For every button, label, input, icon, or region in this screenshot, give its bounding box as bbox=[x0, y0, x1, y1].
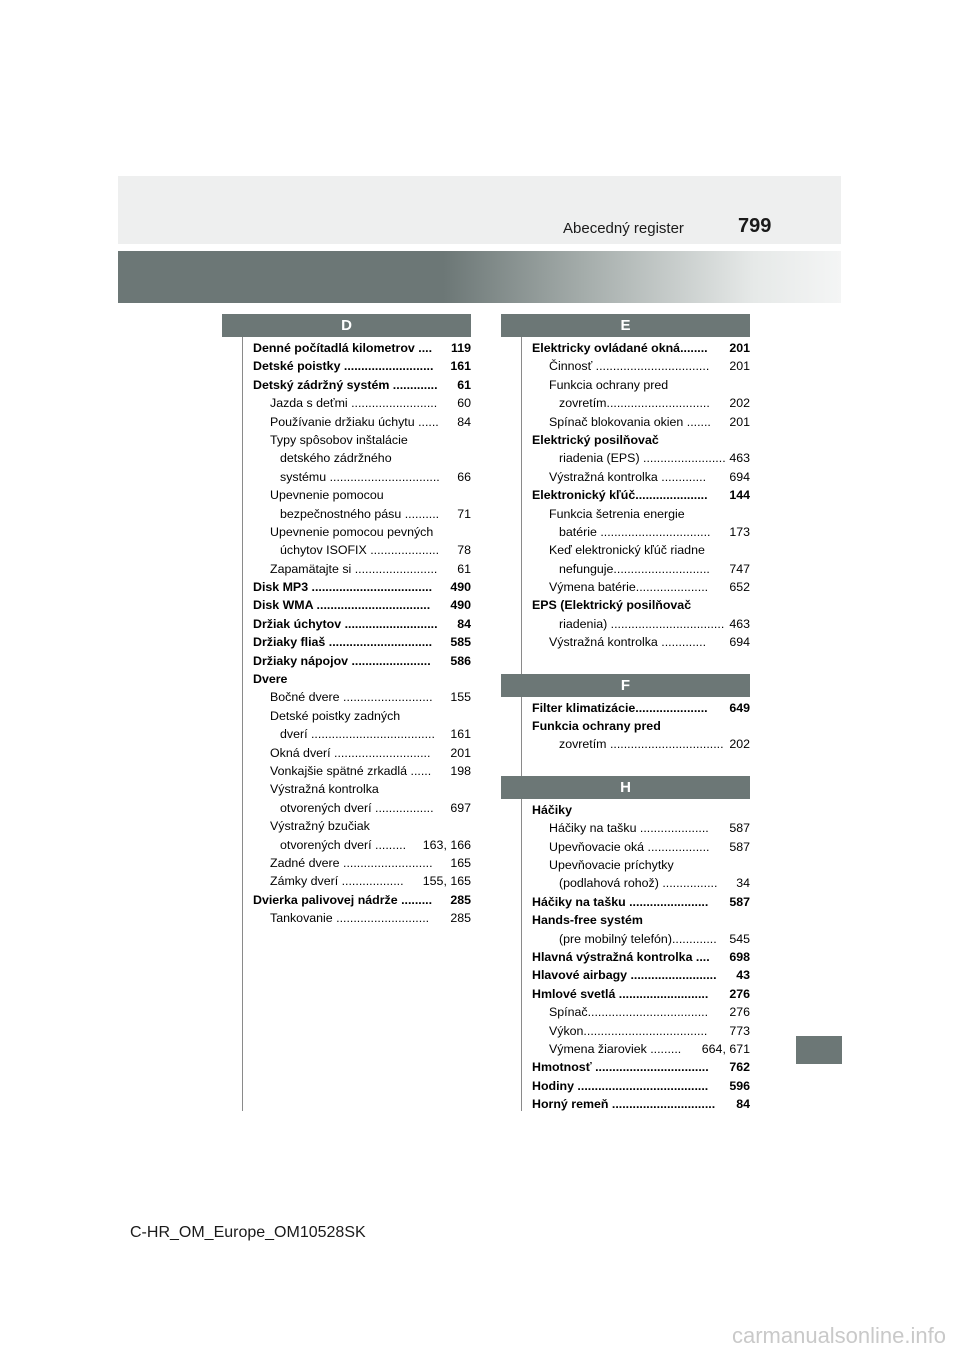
letter-header: H bbox=[501, 776, 750, 799]
entry-text: Funkcia šetrenia energie bbox=[549, 506, 685, 521]
entry-text: Zapamätajte si ........................ bbox=[270, 561, 438, 576]
entry-page: 201 bbox=[449, 744, 471, 762]
entry-page: 198 bbox=[449, 762, 471, 780]
entry-text: Spínač................................... bbox=[549, 1005, 709, 1020]
entry-page: 596 bbox=[728, 1077, 750, 1095]
index-entry bbox=[532, 1003, 750, 1021]
entry-text: dverí .................................... bbox=[280, 727, 435, 742]
entry-page: 84 bbox=[456, 413, 471, 431]
index-entry bbox=[532, 505, 750, 523]
entry-page: 61 bbox=[456, 560, 471, 578]
index-entry bbox=[253, 707, 471, 725]
entry-text: EPS (Elektrický posilňovač bbox=[532, 598, 692, 613]
index-entry bbox=[253, 780, 471, 798]
index-entry bbox=[532, 801, 750, 819]
index-entry bbox=[532, 893, 750, 911]
entry-text: Zámky dverí .................. bbox=[270, 874, 404, 889]
index-entry bbox=[532, 523, 750, 541]
entry-page: 490 bbox=[449, 578, 471, 596]
index-entry bbox=[253, 633, 471, 651]
entry-text: Bočné dvere .......................... bbox=[270, 690, 433, 705]
entry-text: Upevnenie pomocou bbox=[270, 488, 384, 503]
watermark: carmanualsonline.info bbox=[731, 1323, 946, 1348]
entry-text: úchytov ISOFIX .................... bbox=[280, 543, 440, 558]
entry-page: 201 bbox=[728, 357, 750, 375]
index-entry bbox=[253, 744, 471, 762]
entry-text: Upevňovacie oká .................. bbox=[549, 839, 710, 854]
section-gap bbox=[501, 754, 750, 776]
entry-page: 585 bbox=[449, 633, 471, 651]
entry-text: Háčiky na tašku .................... bbox=[549, 821, 709, 836]
index-entry bbox=[253, 652, 471, 670]
index-entry bbox=[253, 872, 471, 890]
entry-page: 463 bbox=[728, 615, 750, 633]
entry-page: 155 bbox=[449, 688, 471, 706]
page-number: 799 bbox=[738, 215, 772, 237]
document-code: C-HR_OM_Europe_OM10528SK bbox=[130, 1224, 366, 1241]
index-entry bbox=[253, 799, 471, 817]
entry-text: bezpečnostného pásu .......... bbox=[280, 506, 440, 521]
entry-text: Detské poistky .......................... bbox=[253, 359, 434, 374]
index-entry bbox=[532, 431, 750, 449]
entry-text: Hlavové airbagy ......................... bbox=[532, 968, 717, 983]
index-entry bbox=[532, 717, 750, 735]
index-entry bbox=[532, 578, 750, 596]
index-entry bbox=[532, 468, 750, 486]
entry-page: 43 bbox=[735, 966, 750, 984]
entry-text: Výmena žiaroviek ......... bbox=[549, 1041, 682, 1056]
header-top-band bbox=[118, 176, 841, 244]
entry-page: 664, 671 bbox=[701, 1040, 750, 1058]
index-entry bbox=[532, 985, 750, 1003]
section-gap bbox=[501, 652, 750, 674]
entry-page: 119 bbox=[450, 339, 471, 357]
entry-page: 463 bbox=[728, 449, 750, 467]
index-entry bbox=[532, 874, 750, 892]
entry-text: Činnosť ................................. bbox=[549, 359, 710, 374]
entry-text: Typy spôsobov inštalácie bbox=[270, 432, 408, 447]
entry-text: Detský zádržný systém ............. bbox=[253, 377, 438, 392]
index-entry-list bbox=[532, 799, 750, 1114]
index-entry bbox=[532, 357, 750, 375]
index-entry bbox=[253, 560, 471, 578]
entry-text: Detské poistky zadných bbox=[270, 708, 401, 723]
index-entry-list bbox=[532, 337, 750, 652]
entry-page: 61 bbox=[456, 376, 471, 394]
section-title: Abecedný register bbox=[563, 220, 684, 237]
index-entry bbox=[253, 615, 471, 633]
index-entry bbox=[532, 486, 750, 504]
index-entry bbox=[532, 449, 750, 467]
index-entry bbox=[253, 817, 471, 835]
index-entry bbox=[253, 449, 471, 467]
index-entry bbox=[532, 339, 750, 357]
entry-text: Výkon.................................... bbox=[549, 1023, 708, 1038]
index-entry bbox=[532, 596, 750, 614]
entry-page: 71 bbox=[456, 505, 471, 523]
letter-header: D bbox=[222, 314, 471, 337]
entry-text: otvorených dverí ................. bbox=[280, 800, 434, 815]
entry-text: Háčiky na tašku ....................... bbox=[532, 894, 709, 909]
entry-text: nefunguje............................ bbox=[559, 561, 710, 576]
index-entry bbox=[253, 468, 471, 486]
entry-text: Háčiky bbox=[532, 802, 572, 817]
entry-text: Elektricky ovládané okná........ bbox=[532, 341, 708, 355]
entry-page: 694 bbox=[728, 633, 750, 651]
index-entry bbox=[532, 541, 750, 559]
index-entry bbox=[532, 1040, 750, 1058]
entry-page: 163, 166 bbox=[422, 836, 471, 854]
entry-text: Upevnenie pomocou pevných bbox=[270, 524, 434, 539]
entry-page: 587 bbox=[728, 893, 750, 911]
index-entry bbox=[532, 560, 750, 578]
entry-page: 652 bbox=[728, 578, 750, 596]
entry-text: Filter klimatizácie..................... bbox=[532, 700, 708, 715]
entry-text: Hands-free systém bbox=[532, 913, 643, 928]
index-entry bbox=[253, 578, 471, 596]
index-entry bbox=[532, 615, 750, 633]
index-entry bbox=[253, 688, 471, 706]
entry-text: Hmlové svetlá .......................... bbox=[532, 986, 709, 1001]
entry-text: (pre mobilný telefón)............. bbox=[559, 931, 717, 946]
entry-text: Spínač blokovania okien ....... bbox=[549, 414, 711, 429]
entry-text: Okná dverí ............................ bbox=[270, 745, 431, 760]
index-entry bbox=[532, 376, 750, 394]
entry-page: 66 bbox=[456, 468, 471, 486]
letter-header: E bbox=[501, 314, 750, 337]
entry-page: 545 bbox=[728, 930, 750, 948]
index-entry bbox=[253, 909, 471, 927]
entry-page: 276 bbox=[728, 985, 750, 1003]
index-entry bbox=[253, 376, 471, 394]
entry-page: 84 bbox=[456, 615, 471, 633]
entry-text: Zadné dvere .......................... bbox=[270, 855, 433, 870]
entry-text: Hmotnosť ................................. bbox=[532, 1060, 709, 1075]
entry-page: 587 bbox=[728, 819, 750, 837]
index-entry bbox=[532, 1022, 750, 1040]
entry-text: zovretím.............................. bbox=[559, 396, 710, 411]
index-entry bbox=[532, 1095, 750, 1113]
entry-text: Tankovanie ........................... bbox=[270, 911, 430, 926]
entry-page: 762 bbox=[728, 1058, 750, 1076]
entry-page: 649 bbox=[728, 699, 750, 717]
index-entry bbox=[253, 670, 471, 688]
entry-page: 60 bbox=[456, 394, 471, 412]
index-entry bbox=[532, 948, 750, 966]
index-entry bbox=[253, 891, 471, 909]
entry-page: 155, 165 bbox=[422, 872, 471, 890]
index-entry bbox=[532, 911, 750, 929]
entry-text: Disk MP3 ................................... bbox=[253, 580, 433, 595]
entry-text: detského zádržného bbox=[280, 451, 392, 466]
index-column-left bbox=[222, 314, 471, 928]
entry-text: Dvere bbox=[253, 672, 288, 687]
entry-text: Hlavná výstražná kontrolka .... bbox=[532, 949, 710, 964]
index-column-right bbox=[501, 314, 750, 1113]
entry-text: Elektrický posilňovač bbox=[532, 432, 659, 447]
entry-page: 698 bbox=[728, 948, 750, 966]
entry-page: 144 bbox=[728, 486, 750, 504]
index-entry-list bbox=[532, 697, 750, 754]
entry-text: otvorených dverí ......... bbox=[280, 837, 407, 852]
entry-page: 202 bbox=[728, 394, 750, 412]
entry-text: Jazda s deťmi ......................... bbox=[270, 396, 438, 411]
entry-page: 201 bbox=[728, 339, 750, 357]
index-entry bbox=[532, 930, 750, 948]
entry-text: Hodiny ...................................... bbox=[532, 1078, 709, 1093]
index-entry bbox=[532, 856, 750, 874]
entry-text: zovretím ................................. bbox=[559, 737, 724, 752]
index-entry bbox=[532, 966, 750, 984]
header-gradient-band bbox=[118, 251, 841, 303]
entry-page: 84 bbox=[735, 1095, 750, 1113]
index-entry bbox=[532, 394, 750, 412]
index-entry bbox=[253, 523, 471, 541]
entry-text: Výmena batérie..................... bbox=[549, 580, 709, 595]
entry-page: 587 bbox=[728, 838, 750, 856]
entry-text: Výstražná kontrolka bbox=[270, 782, 379, 797]
entry-text: Funkcia ochrany pred bbox=[532, 719, 661, 734]
index-entry bbox=[532, 633, 750, 651]
entry-page: 165 bbox=[449, 854, 471, 872]
index-entry bbox=[253, 836, 471, 854]
entry-text: Denné počítadlá kilometrov .... bbox=[253, 341, 433, 355]
entry-text: (podlahová rohož) ................ bbox=[559, 876, 718, 891]
index-entry bbox=[253, 486, 471, 504]
entry-page: 78 bbox=[456, 541, 471, 559]
letter-header: F bbox=[501, 674, 750, 697]
entry-page: 773 bbox=[728, 1022, 750, 1040]
entry-text: Elektronický kľúč..................... bbox=[532, 488, 708, 503]
entry-text: Používanie držiaku úchytu ...... bbox=[270, 414, 439, 429]
index-entry bbox=[532, 819, 750, 837]
entry-text: systému ................................ bbox=[280, 469, 440, 484]
entry-text: riadenia (EPS) ........................ bbox=[559, 451, 726, 466]
entry-page: 285 bbox=[449, 909, 471, 927]
index-entry bbox=[532, 1058, 750, 1076]
entry-text: Výstražný bzučiak bbox=[270, 819, 370, 834]
entry-text: Výstražná kontrolka ............. bbox=[549, 469, 707, 484]
entry-page: 173 bbox=[728, 523, 750, 541]
entry-text: Držiaky fliaš .............................. bbox=[253, 635, 433, 650]
index-entry bbox=[253, 339, 471, 357]
entry-text: batérie ................................ bbox=[559, 524, 711, 539]
entry-page: 694 bbox=[728, 468, 750, 486]
entry-page: 697 bbox=[449, 799, 471, 817]
index-entry bbox=[253, 413, 471, 431]
chapter-tab bbox=[796, 1036, 842, 1064]
index-entry bbox=[253, 596, 471, 614]
entry-text: Horný remeň .............................. bbox=[532, 1097, 716, 1112]
index-entry bbox=[253, 541, 471, 559]
entry-text: Disk WMA ................................. bbox=[253, 598, 431, 613]
index-entry bbox=[253, 394, 471, 412]
index-entry bbox=[253, 357, 471, 375]
index-entry bbox=[253, 505, 471, 523]
entry-text: Keď elektronický kľúč riadne bbox=[549, 543, 705, 558]
entry-page: 490 bbox=[449, 596, 471, 614]
entry-text: Držiaky nápojov ....................... bbox=[253, 653, 431, 668]
entry-text: Držiak úchytov ........................... bbox=[253, 616, 438, 631]
entry-page: 586 bbox=[449, 652, 471, 670]
index-entry bbox=[532, 413, 750, 431]
entry-page: 202 bbox=[728, 735, 750, 753]
index-entry bbox=[532, 735, 750, 753]
entry-text: Výstražná kontrolka ............. bbox=[549, 635, 707, 650]
entry-page: 747 bbox=[728, 560, 750, 578]
entry-text: Vonkajšie spätné zrkadlá ...... bbox=[270, 763, 432, 778]
entry-text: Funkcia ochrany pred bbox=[549, 377, 669, 392]
entry-text: Dvierka palivovej nádrže ......... bbox=[253, 892, 433, 907]
entry-page: 161 bbox=[449, 357, 471, 375]
entry-text: riadenia) ................................. bbox=[559, 616, 725, 631]
entry-page: 161 bbox=[449, 725, 471, 743]
index-entry bbox=[532, 699, 750, 717]
entry-text: Upevňovacie príchytky bbox=[549, 857, 674, 872]
entry-page: 34 bbox=[735, 874, 750, 892]
entry-page: 285 bbox=[449, 891, 471, 909]
index-entry bbox=[532, 1077, 750, 1095]
entry-page: 201 bbox=[728, 413, 750, 431]
index-entry bbox=[253, 431, 471, 449]
index-entry bbox=[253, 725, 471, 743]
index-entry bbox=[253, 762, 471, 780]
index-entry bbox=[532, 838, 750, 856]
index-entry bbox=[253, 854, 471, 872]
entry-page: 276 bbox=[728, 1003, 750, 1021]
index-entry-list bbox=[253, 337, 471, 928]
